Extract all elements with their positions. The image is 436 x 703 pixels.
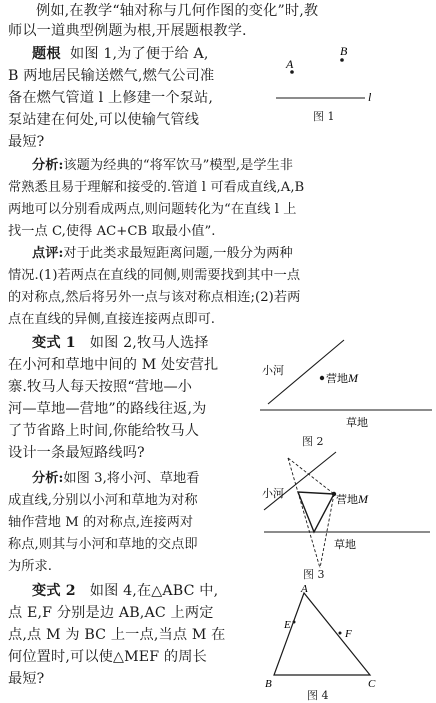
point-b (340, 58, 344, 62)
grass-perpendicular (320, 494, 334, 568)
tigen-line-1 (32, 45, 209, 63)
fenxi2-line-2: 成直线,分别以小河和草地为对称 (8, 493, 198, 508)
vertex-a-label: A (301, 583, 308, 595)
river-perpendicular (288, 458, 334, 494)
bianshi1-line-4: 河—草地—营地”的路线往返,为 (8, 401, 207, 417)
figure-3-caption: 图 3 (303, 568, 325, 581)
tigen-line-2: B 两地居民输送燃气,燃气公司准 (8, 68, 215, 84)
vertex-c-label: C (368, 678, 376, 687)
bianshi2-line-3: 点,点 M 为 BC 上一点,当点 M 在 (8, 627, 226, 643)
fenxi2-label: 分析: (32, 471, 64, 486)
figure-4-caption: 图 4 (307, 689, 329, 702)
point-a-label: A (286, 57, 294, 71)
intro-line-1: 例如,在教学“轴对称与几何作图的变化”时,教 (36, 3, 319, 19)
bianshi2-line-1 (32, 582, 218, 600)
triangle-abc (274, 593, 370, 675)
bianshi2-line-2: 点 E,F 分别是边 AB,AC 上两定 (8, 605, 214, 621)
intro-line-2: 师以一道典型例题为根,开展题根教学. (8, 23, 247, 39)
river-line (264, 452, 336, 510)
vertex-b-label: B (265, 678, 272, 687)
bianshi1-line-5: 了节省路上时间,你能给牧马人 (8, 423, 200, 439)
grass-label: 草地 (334, 539, 356, 551)
bianshi1-text-1: 如图 2,牧马人选择 (89, 335, 209, 351)
camp-var: M (358, 492, 368, 506)
point-b-label: B (340, 44, 348, 58)
tigen-line-4: 泵站建在何处,可以使输气管线 (8, 112, 200, 128)
fenxi-line-4: 找一点 C,使得 AC+CB 取最小值”. (8, 224, 216, 239)
tigen-line-3: 备在燃气管道 l 上修建一个泵站, (8, 90, 214, 106)
bianshi2-text-1: 如图 4,在△ABC 中, (89, 583, 219, 599)
bianshi1-label: 变式 1 (32, 335, 76, 351)
fenxi-text-1: 该题为经典的“将军饮马”模型,是学生非 (63, 158, 294, 173)
figure-1-caption: 图 1 (313, 110, 335, 123)
fenxi2-line-1 (32, 470, 199, 488)
figure-2 (256, 334, 434, 434)
bianshi1-line-2: 在小河和草地中间的 M 处安营扎 (8, 357, 219, 373)
fenxi2-line-4: 称点,则其与小河和草地的交点即 (8, 537, 198, 552)
river-label: 小河 (262, 488, 284, 500)
bianshi1-line-1 (32, 334, 209, 352)
figure-3 (258, 448, 434, 578)
bianshi2-label: 变式 2 (32, 583, 76, 599)
dianping-line-4: 点在直线的异侧,直接连接两点即可. (8, 312, 216, 327)
point-f-label: F (345, 628, 352, 640)
fenxi-line-2: 常熟悉且易于理解和接受的.管道 l 可看成直线,A,B (8, 180, 305, 195)
dianping-text-1: 对于此类求最短距离问题,一般分为两种 (63, 246, 293, 261)
tigen-text-1: 如图 1,为了便于给 A, (70, 46, 209, 62)
dianping-line-3: 的对称点,然后将另外一点与该对称点相连;(2)若两 (8, 290, 301, 305)
grass-label: 草地 (346, 417, 368, 429)
fenxi-line-1 (32, 157, 293, 175)
fenxi-line-3: 两地可以分别看成两点,则问题转化为“在直线 l 上 (8, 202, 297, 217)
dianping-line-1 (32, 245, 293, 263)
camp-label: 营地 (336, 493, 358, 506)
figure-4 (262, 583, 382, 687)
svg-text:营地M (336, 492, 369, 506)
fenxi2-line-5: 为所求. (8, 559, 52, 574)
fenxi2-text-1: 如图 3,将小河、草地看 (63, 471, 200, 486)
bianshi1-line-3: 寨.牧马人每天按照“营地—小 (8, 379, 193, 395)
bianshi1-line-6: 设计一条最短路线吗? (8, 445, 145, 461)
dianping-line-2: 情况.(1)若两点在直线的同侧,则需要找到其中一点 (8, 268, 301, 283)
bianshi2-line-5: 最短? (8, 671, 45, 687)
camp-point (320, 376, 324, 380)
tigen-line-5: 最短? (8, 134, 45, 150)
dianping-label: 点评: (32, 246, 64, 261)
symmetry-connect-line (288, 458, 320, 568)
point-f (339, 632, 342, 635)
point-e-label: E (284, 619, 291, 631)
pipeline-l-label: l (368, 90, 372, 104)
figure-2-caption: 图 2 (302, 435, 324, 448)
camp-var: M (348, 371, 358, 385)
camp-label: 营地 (326, 372, 348, 385)
bianshi2-line-4: 何位置时,可以使△MEF 的周长 (8, 649, 207, 665)
svg-text:营地M (326, 371, 359, 385)
point-e (293, 621, 296, 624)
fenxi-label: 分析: (32, 158, 64, 173)
river-label: 小河 (262, 365, 284, 377)
tigen-label: 题根 (32, 46, 61, 62)
fenxi2-line-3: 轴作营地 M 的对称点,连接两对 (8, 515, 194, 530)
